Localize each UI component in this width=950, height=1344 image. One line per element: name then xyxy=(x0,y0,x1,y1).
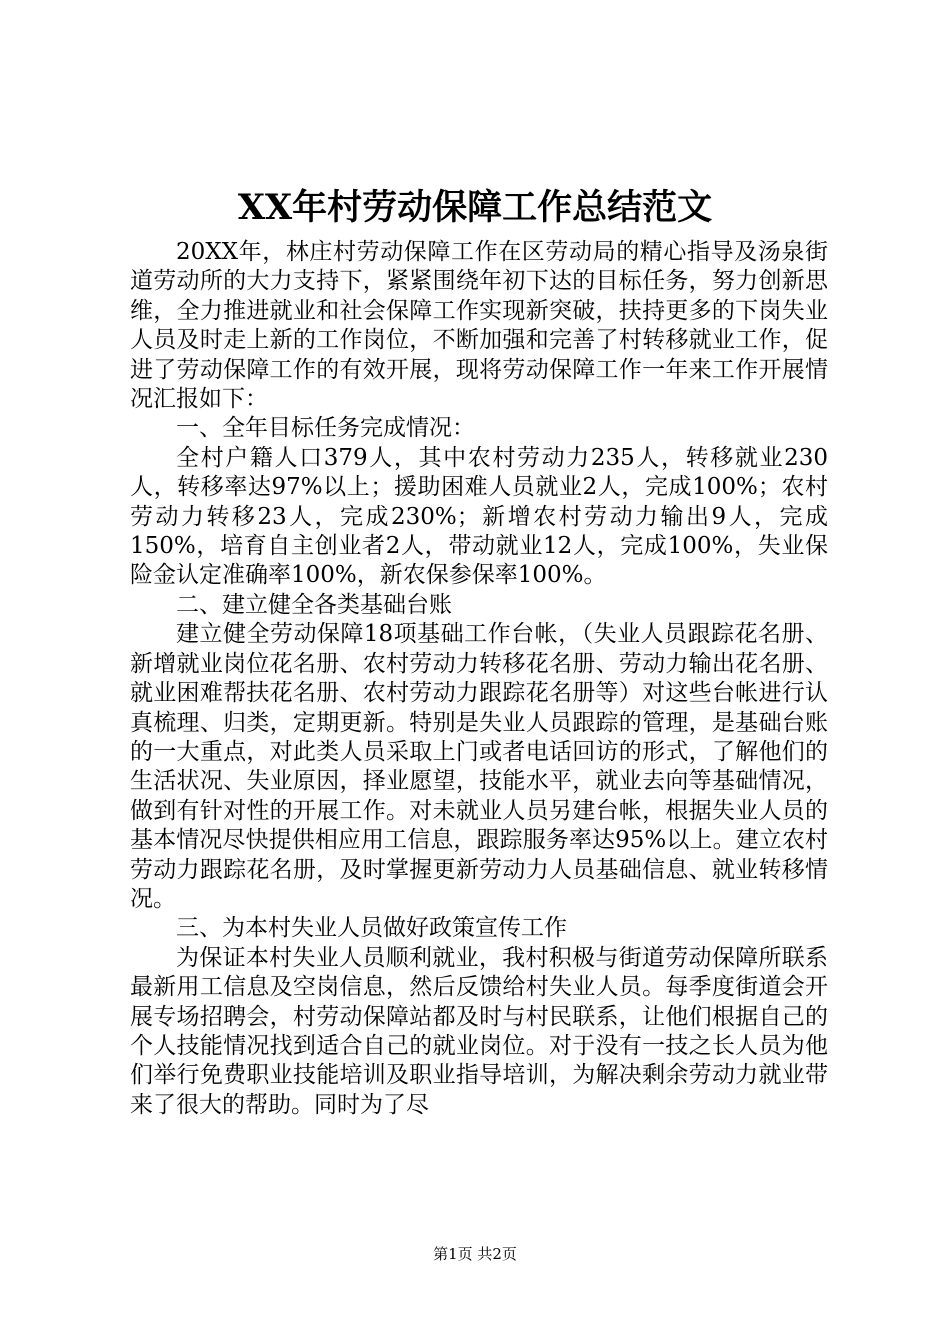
section-paragraph-1: 全村户籍人口379人，其中农村劳动力235人，转移就业230人，转移率达97%以上；援助困难人员就业2人，完成100%；农村劳动力转移23人，完成230%；新增农村劳动力输出9人，完成150%，培育自主创业者2人，带动就业12人，完成100%，失业保险金认定准确率100%，新农保参保率100%。 xyxy=(130,444,828,589)
page-number: 第1页 xyxy=(433,1245,473,1263)
page-footer xyxy=(0,1244,950,1264)
section-heading-2: 二、建立健全各类基础台账 xyxy=(176,591,452,618)
page-total: 共2页 xyxy=(477,1245,517,1263)
document-title: XX年村劳动保障工作总结范文 xyxy=(237,187,713,228)
section-heading-3: 三、为本村失业人员做好政策宣传工作 xyxy=(176,915,567,942)
intro-paragraph: 20XX年，林庄村劳动保障工作在区劳动局的精心指导及汤泉街道劳动所的大力支持下，紧紧围绕年初下达的目标任务，努力创新思维，全力推进就业和社会保障工作实现新突破，扶持更多的下岗失业人员及时走上新的工作岗位，不断加强和完善了村转移就业工作，促进了劳动保障工作的有效开展，现将劳动保障工作一年来工作开展情况汇报如下： xyxy=(130,239,828,413)
section-paragraph-3: 为保证本村失业人员顺利就业，我村积极与街道劳动保障所联系最新用工信息及空岗信息，然后反馈给村失业人员。每季度街道会开展专场招聘会，村劳动保障站都及时与村民联系，让他们根据自己的个人技能情况找到适合自己的就业岗位。对于没有一技之长人员为他们举行免费职业技能培训及职业指导培训，为解决剩余劳动力就业带来了很大的帮助。同时为了尽 xyxy=(130,944,828,1118)
section-heading-1: 一、全年目标任务完成情况： xyxy=(176,415,475,442)
section-paragraph-2: 建立健全劳动保障18项基础工作台帐，（失业人员跟踪花名册、新增就业岗位花名册、农村劳动力转移花名册、劳动力输出花名册、就业困难帮扶花名册、农村劳动力跟踪花名册等）对这些台帐进行认真梳理、归类，定期更新。特别是失业人员跟踪的管理，是基础台账的一大重点，对此类人员采取上门或者电话回访的形式，了解他们的生活状况、失业原因，择业愿望，技能水平，就业去向等基础情况，做到有针对性的开展工作。对未就业人员另建台帐，根据失业人员的基本情况尽快提供相应用工信息，跟踪服务率达95%以上。建立农村劳动力跟踪花名册，及时掌握更新劳动力人员基础信息、就业转移情况。 xyxy=(130,621,828,912)
document-body xyxy=(130,238,828,1120)
